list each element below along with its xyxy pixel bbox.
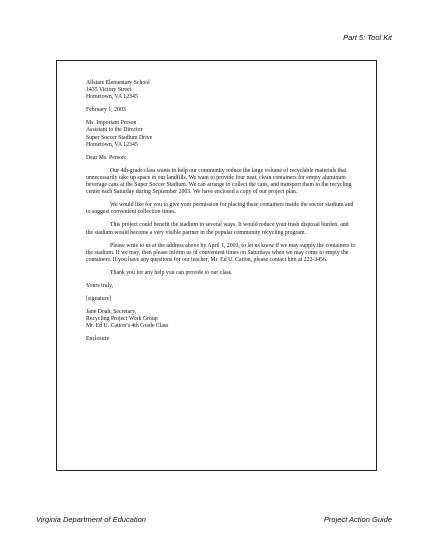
sample-letter [86, 80, 356, 344]
signer-line: Mr. Ed U. Cation’s 4th Grade Class [86, 323, 169, 330]
closing: Yours truly, [86, 282, 114, 289]
body-paragraph: Please write to us at the address above by April 1, 2003, to let us know if we may supply the containers to the stadium. If we may, then please inform us of convenient times on Saturdays when we may come to empty the containers. If you have any questions for our teacher, Mr. Ed U. Cation, please contact him at 222-3456. [86, 242, 356, 263]
recipient-line: Ms. Important Person [86, 120, 137, 127]
sender-address [86, 80, 356, 101]
sender-line: 1435 Victory Street [86, 87, 132, 94]
sender-line: Hometown, VA 12345 [86, 94, 138, 101]
body-paragraph: We would like for you to give your permission for placing these containers inside the soccer stadium and to suggest convenient collection times. [86, 202, 354, 216]
footer-title: Project Action Guide [323, 515, 392, 524]
recipient-line: Hometown, VA 12345 [86, 141, 138, 148]
footer-publisher: Virginia Department of Education [36, 515, 146, 524]
recipient-line: Super Soccer Stadium Drive [86, 134, 153, 141]
signature-placeholder: [signature] [86, 296, 112, 303]
sender-line: Allstars Elementary School [86, 80, 150, 86]
body-paragraph: Thank you for any help you can provide to our class. [110, 269, 233, 276]
recipient-address [86, 120, 356, 148]
recipient-line: Assistant to the Director [86, 127, 143, 134]
salutation: Dear Ms. Person: [86, 154, 127, 161]
signer-line: Jane Doah, Secretary, [86, 309, 137, 316]
signer-block [86, 309, 356, 330]
signer-line: Recycling Project Work Group [86, 316, 158, 323]
body-paragraph: Our 4th-grade class wants to help our community reduce the large volume of recyclable materials that unnecessarily take up space in our landfills. We want to provide four neat, clean containers for empty aluminum beverage cans at the Super Soccer Stadium. We can arrange to collect the cans, and transport them to the recycling center each Saturday during September 2003. We have enclosed a copy of our project plan. [86, 167, 352, 196]
letter-date: February 1, 2003 [86, 107, 126, 114]
body-paragraph: This project could benefit the stadium in several ways. It would reduce your trash disposal burden, and the stadium would become a very visible partner in the popular community recycling program. [86, 222, 349, 236]
enclosure-note: Enclosure [86, 336, 110, 343]
section-label: Part 5: Tool Kit [343, 33, 392, 42]
